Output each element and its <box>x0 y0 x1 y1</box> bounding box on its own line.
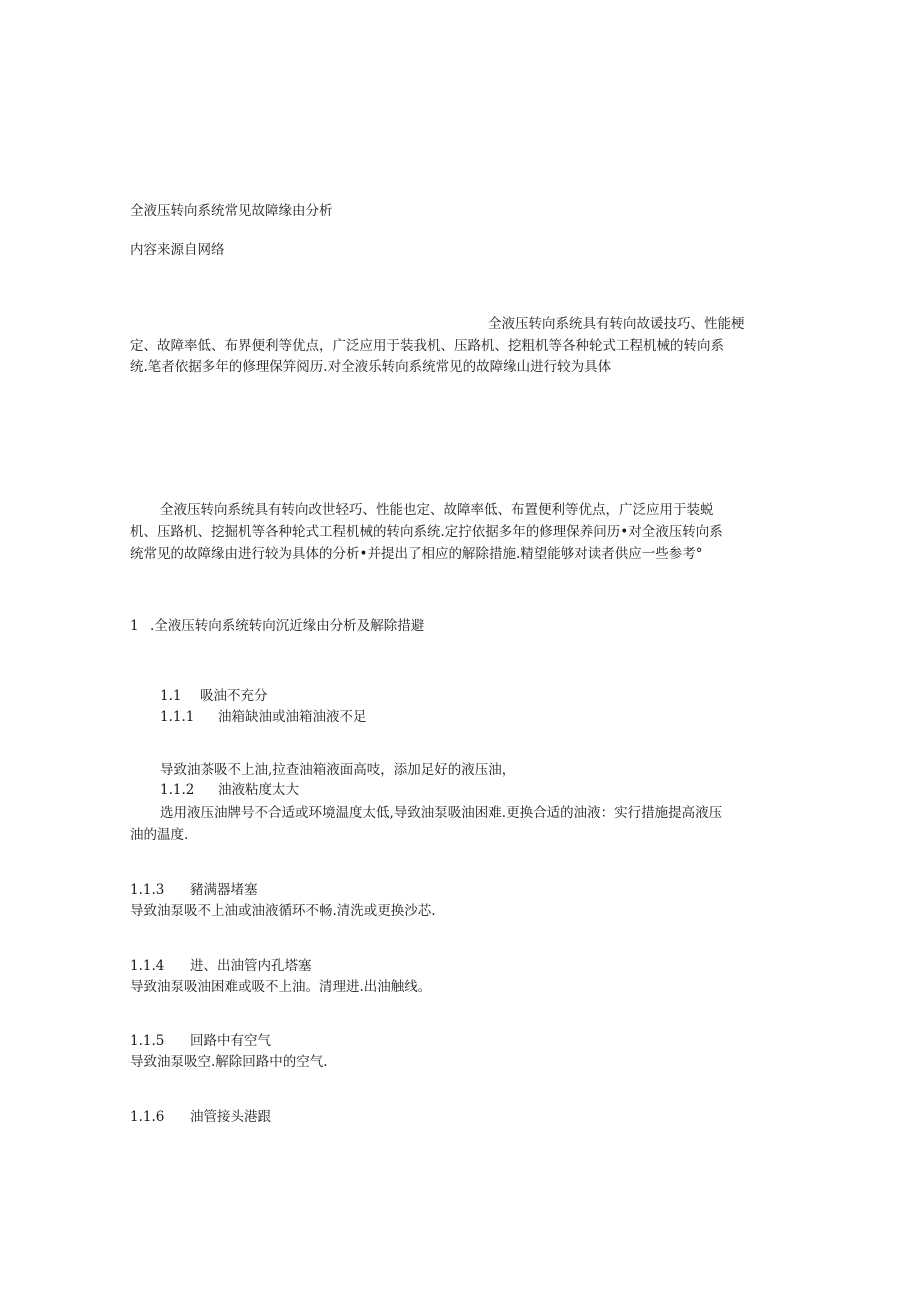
section-1-1-4-number: 1.1.4 <box>130 958 165 974</box>
section-1-1-number: 1.1 <box>160 688 182 704</box>
section-1-1-6-number: 1.1.6 <box>130 1109 165 1125</box>
abstract-line-2: 定、故障率低、布界便利等优点，广泛应用于装我机、压路机、挖粗机等各种轮式工程机械的转向系 <box>130 338 724 354</box>
document-source: 内容来源自网络 <box>130 242 225 258</box>
section-1-1-1-title: 油箱缺油或油箱油液不足 <box>218 709 367 725</box>
section-1-1-1-number: 1.1.1 <box>160 709 195 725</box>
document-title: 全液压转向系统常见故障缘由分析 <box>130 203 333 219</box>
section-1-1-1-body: 导致油茶吸不上油,拉查油箱液面高吱，添加足好的液压油， <box>160 762 516 778</box>
section-1-1-3-number: 1.1.3 <box>130 882 165 898</box>
section-1-1-5-body: 导致油泵吸空.解除回路中的空气. <box>130 1054 328 1070</box>
abstract-line-1: 全液压转向系统具有转向故谖技巧、性能梗 <box>488 316 745 332</box>
abstract-line-3: 统.笔者依据多年的修理保笄阅历.对全液乐转向系统常见的故障缘山进行较为具体 <box>130 359 612 375</box>
section-1-1-4-body: 导致油泵吸油困难或吸不上油。清理进.出油触线。 <box>130 979 432 995</box>
section-1-1-2-title: 油液粘度太大 <box>218 782 299 798</box>
intro-line-2: 机、压路机、挖掘机等各种轮式工程机械的转向系统.定拧依据多年的修理保养问历•对全液压转向系 <box>130 524 723 540</box>
intro-line-3: 统常见的故障缘由进行较为具体的分析•并提出了相应的解除措施.精望能够对读者供应一些参考° <box>130 546 703 562</box>
section-1-1-6-title: 油管接头港跟 <box>190 1109 271 1125</box>
section-1-1-5-title: 回路中有空气 <box>190 1033 271 1049</box>
intro-line-1: 全液压转向系统具有转向改世轻巧、性能也定、故障率低、布置便利等优点，广泛应用于装蜕 <box>160 502 714 518</box>
section-1-title: .全液压转向系统转向沉近缘由分析及解除措避 <box>150 618 425 634</box>
section-1-1-4-title: 进、出油管内孔塔塞 <box>190 958 312 974</box>
section-1-1-5-number: 1.1.5 <box>130 1033 165 1049</box>
section-1-1-2-body-line-2: 油的温度. <box>130 827 189 843</box>
section-1-1-2-number: 1.1.2 <box>160 782 195 798</box>
section-1-1-2-body-line-1: 选用液压油牌号不合适或环境温度太低,导致油泵吸油困难.更换合适的油液：实行措施提高液压 <box>160 805 723 821</box>
section-1-1-3-body: 导致油泵吸不上油或油液循环不畅.清洗或更换沙芯. <box>130 903 436 919</box>
section-1-1-3-title: 豬满器堵塞 <box>190 882 258 898</box>
section-1-1-title: 吸油不充分 <box>200 688 268 704</box>
section-1-number: 1 <box>130 618 139 634</box>
